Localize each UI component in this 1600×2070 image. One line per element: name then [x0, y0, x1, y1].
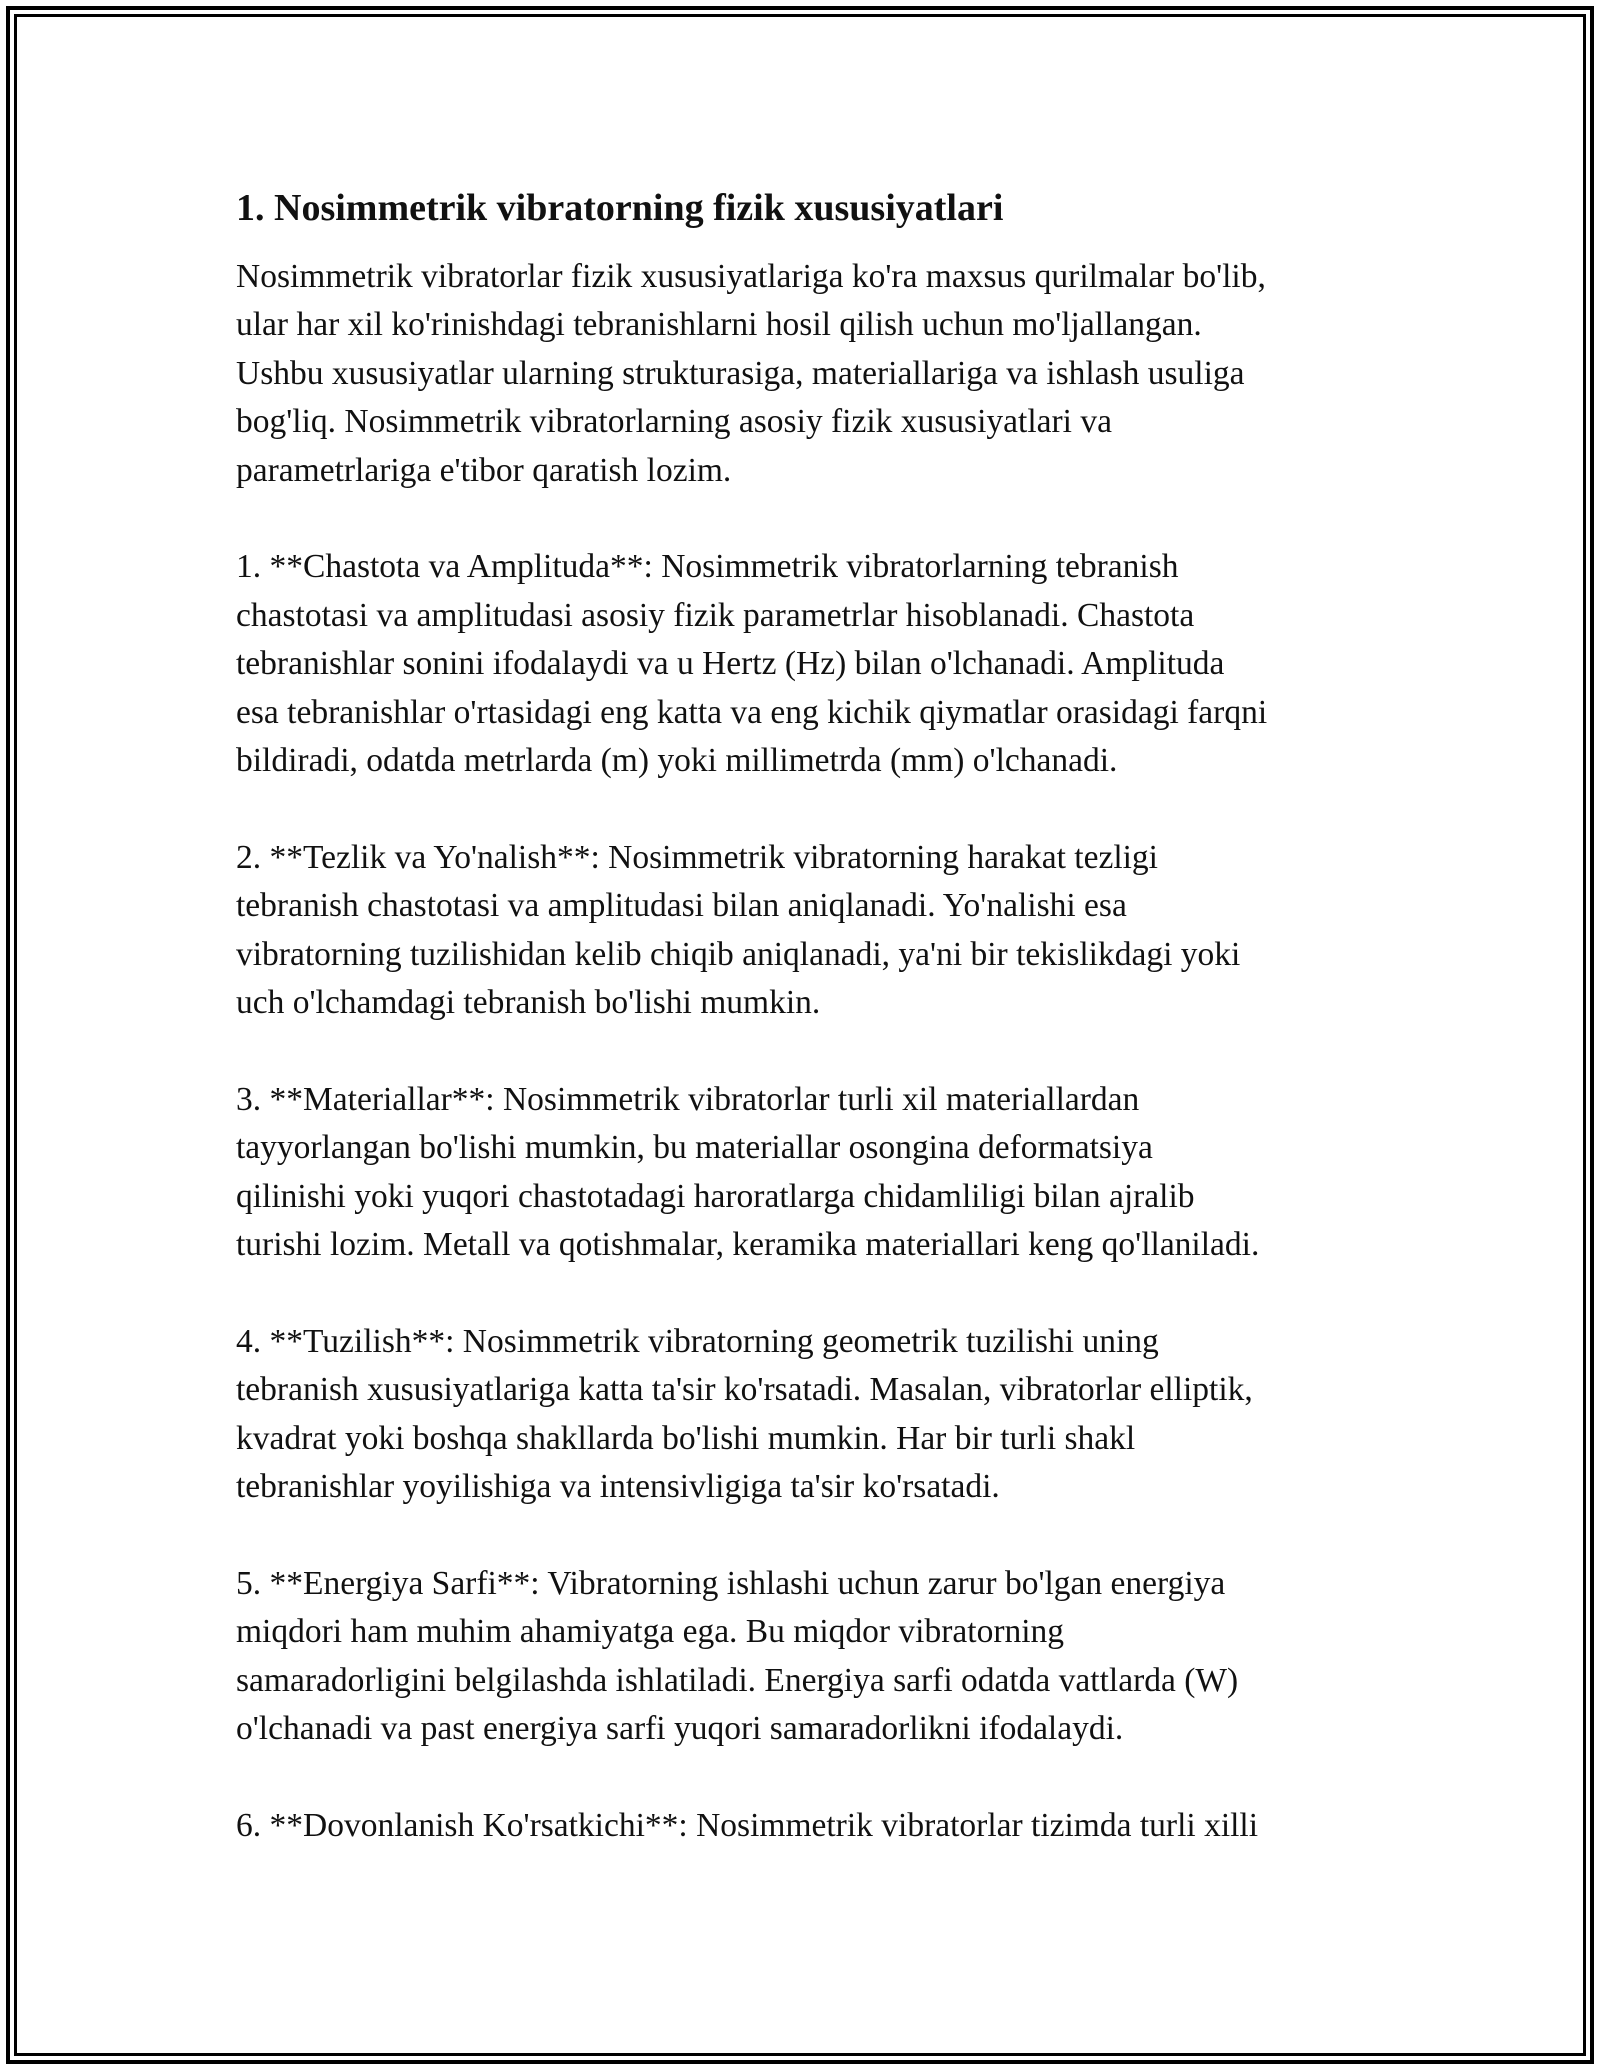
text-line: 1. **Chastota va Amplituda**: Nosimmetrik vibratorlarning tebranish: [236, 548, 1179, 586]
paragraph-item-3: [236, 1076, 1386, 1270]
text-line: Nosimmetrik vibratorlar fizik xususiyatlariga ko'ra maxsus qurilmalar bo'lib,: [236, 258, 1266, 295]
text-line: 5. **Energiya Sarfi**: Vibratorning ishlashi uchun zarur bo'lgan energiya: [236, 1564, 1226, 1602]
text-line: qilinishi yoki yuqori chastotadagi haroratlarga chidamliligi bilan ajralib: [236, 1177, 1195, 1215]
text-line: miqdori ham muhim ahamiyatga ega. Bu miqdor vibratorning: [236, 1613, 1065, 1651]
text-line: Ushbu xususiyatlar ularning strukturasiga, materiallariga va ishlash usuliga: [236, 354, 1245, 392]
document-body: [236, 183, 1386, 1899]
paragraph-item-1: [236, 543, 1386, 785]
paragraph-item-6: [236, 1802, 1386, 1850]
text-line: samaradorligini belgilashda ishlatiladi. Energiya sarfi odatda vattlarda (W): [236, 1661, 1239, 1699]
section-heading: 1. Nosimmetrik vibratorning fizik xususiyatlari: [236, 187, 1004, 229]
text-line: 6. **Dovonlanish Ko'rsatkichi**: Nosimmetrik vibratorlar tizimda turli xilli: [236, 1806, 1259, 1844]
paragraph-item-2: [236, 834, 1386, 1028]
text-line: o'lchanadi va past energiya sarfi yuqori samaradorlikni ifodalaydi.: [236, 1710, 1124, 1748]
text-line: 2. **Tezlik va Yo'nalish**: Nosimmetrik vibratorning harakat tezligi: [236, 838, 1158, 876]
text-line: parametrlariga e'tibor qaratish lozim.: [236, 451, 732, 489]
paragraph-intro: [236, 253, 1386, 495]
text-line: uch o'lchamdagi tebranish bo'lishi mumkin.: [236, 984, 821, 1022]
text-line: esa tebranishlar o'rtasidagi eng katta va eng kichik qiymatlar orasidagi farqni: [236, 693, 1268, 731]
paragraph-item-5: [236, 1560, 1386, 1754]
text-line: kvadrat yoki boshqa shakllarda bo'lishi mumkin. Har bir turli shakl: [236, 1419, 1136, 1457]
text-line: chastotasi va amplitudasi asosiy fizik parametrlar hisoblanadi. Chastota: [236, 596, 1195, 634]
text-line: tebranish xususiyatlariga katta ta'sir ko'rsatadi. Masalan, vibratorlar elliptik,: [236, 1371, 1253, 1409]
text-line: bildiradi, odatda metrlarda (m) yoki millimetrda (mm) o'lchanadi.: [236, 742, 1118, 780]
text-line: turishi lozim. Metall va qotishmalar, keramika materiallari keng qo'llaniladi.: [236, 1226, 1260, 1264]
text-line: tayyorlangan bo'lishi mumkin, bu materiallar osongina deformatsiya: [236, 1129, 1153, 1167]
text-line: 4. **Tuzilish**: Nosimmetrik vibratorning geometrik tuzilishi uning: [236, 1322, 1159, 1360]
text-line: tebranishlar sonini ifodalaydi va u Hertz (Hz) bilan o'lchanadi. Amplituda: [236, 645, 1225, 683]
paragraph-item-4: [236, 1318, 1386, 1512]
text-line: 3. **Materiallar**: Nosimmetrik vibratorlar turli xil materiallardan: [236, 1080, 1140, 1118]
text-line: tebranishlar yoyilishiga va intensivligiga ta'sir ko'rsatadi.: [236, 1468, 1000, 1506]
text-line: vibratorning tuzilishidan kelib chiqib aniqlanadi, ya'ni bir tekislikdagi yoki: [236, 935, 1241, 973]
text-line: ular har xil ko'rinishdagi tebranishlarni hosil qilish uchun mo'ljallangan.: [236, 306, 1202, 344]
text-line: tebranish chastotasi va amplitudasi bilan aniqlanadi. Yo'nalishi esa: [236, 887, 1127, 925]
text-line: bog'liq. Nosimmetrik vibratorlarning asosiy fizik xususiyatlari va: [236, 403, 1112, 441]
